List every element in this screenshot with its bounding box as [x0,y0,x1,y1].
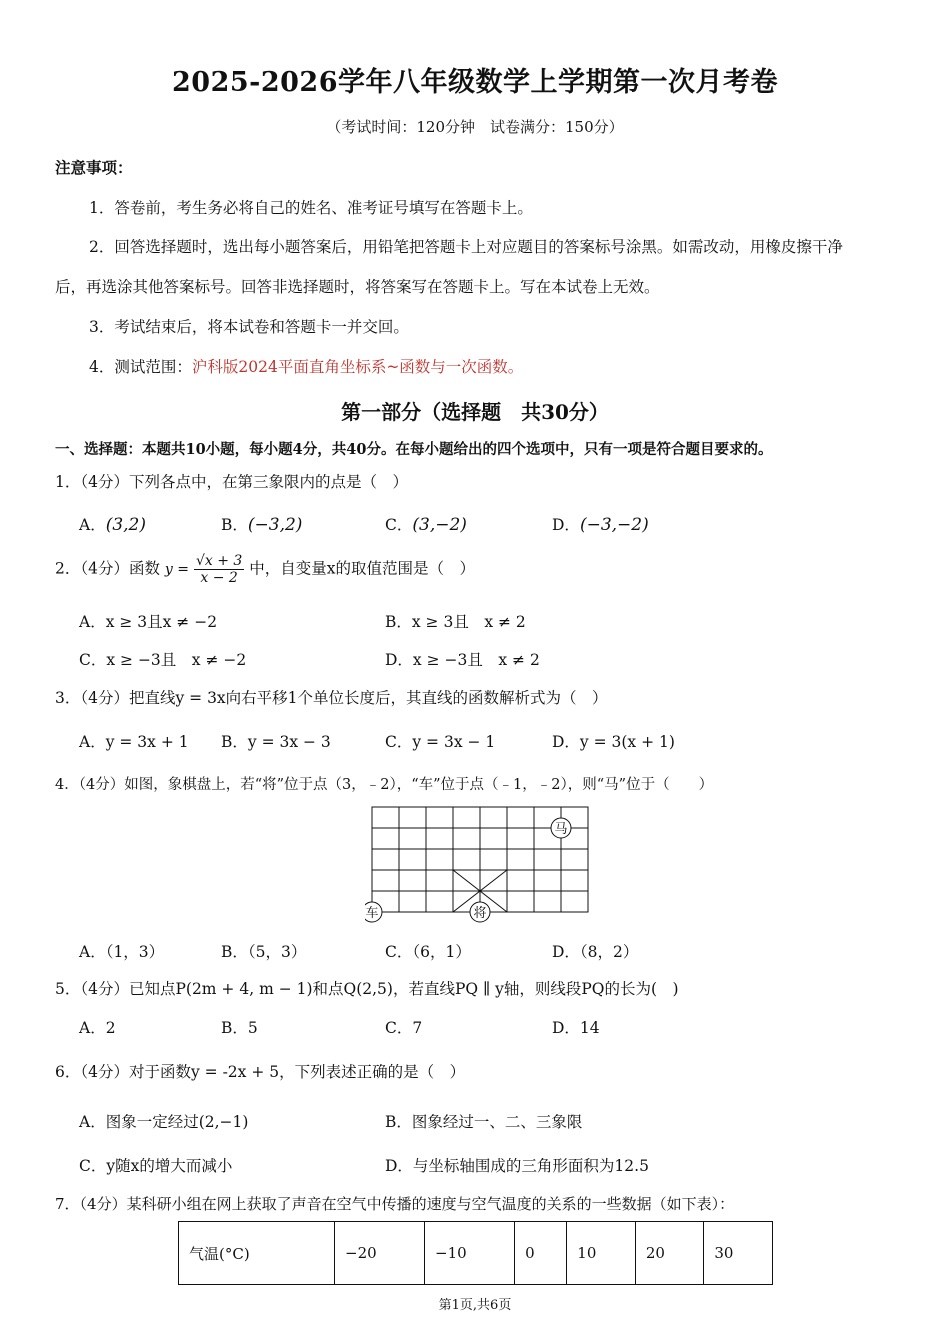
notice-item-4-prefix: 4．测试范围： [89,358,192,376]
notice-item-4 [89,355,523,377]
q2-option-d: D．x ≥ −3且 x ≠ 2 [385,651,540,669]
q5-option-a: A．2 [79,1019,116,1037]
q2-stem-suffix: 中，自变量x的取值范围是（ ） [249,559,475,578]
q6-stem: 6．（4分）对于函数y = -2x + 5，下列表述正确的是（ ） [55,1063,466,1081]
q7-stem: 7．（4分）某科研小组在网上获取了声音在空气中传播的速度与空气温度的关系的一些数据（如下表）： [55,1195,735,1213]
q3-option-c: C．y = 3x − 1 [385,733,496,751]
q3-option-a: A．y = 3x + 1 [79,733,189,751]
q4-stem: 4．（4分）如图，象棋盘上，若“将”位于点（3，﹣2），“车”位于点（﹣1，﹣2），则“马”位于（ ） [55,777,714,793]
q1-option-b-letter: B． [221,516,248,534]
q1-option-c-letter: C． [385,516,413,534]
q3-stem: 3．（4分）把直线y = 3x向右平移1个单位长度后，其直线的函数解析式为（ ） [55,689,608,707]
notice-item-3: 3．考试结束后，将本试卷和答题卡一并交回。 [89,318,409,336]
q2-fraction [194,553,244,586]
section-title: 第一部分（选择题 共30分） [341,400,609,424]
exam-subtitle: （考试时间：120分钟 试卷满分：150分） [326,118,624,136]
q5-option-b: B．5 [221,1019,258,1037]
q5-option-c: C．7 [385,1019,423,1037]
piece-ma-label: 马 [554,822,568,837]
q1-option-d-value: (−3,−2) [579,515,649,535]
table-cell: 0 [515,1222,567,1285]
piece-jiang-marker [470,902,490,922]
table-cell: 10 [567,1222,636,1285]
q5-stem: 5．（4分）已知点P(2m + 4, m − 1)和点Q(2,5)，若直线PQ ∥ y轴，则线段PQ的长为( ) [55,980,679,998]
q3-option-b: B．y = 3x − 3 [221,733,331,751]
q4-option-c: C．（6，1） [385,943,471,961]
q4-option-a: A．（1，3） [79,943,165,961]
page-number: 第1页,共6页 [438,1298,512,1313]
q6-option-c: C．y随x的增大而减小 [79,1157,233,1175]
q4-option-b: B．（5，3） [221,943,307,961]
table-cell: 30 [704,1222,773,1285]
q2-fraction-numerator: √x + 3 [195,553,243,569]
q1-option-a-letter: A． [79,516,106,534]
notice-item-2-line-2: 后，再选涂其他答案标号。回答非选择题时，将答案写在答题卡上。写在本试卷上无效。 [55,278,660,296]
q2-stem [55,553,475,586]
table-cell: 20 [635,1222,704,1285]
q1-stem: 1．（4分）下列各点中，在第三象限内的点是（ ） [55,473,408,491]
piece-che-marker [365,902,382,922]
q2-function-lhs: y = [164,561,190,578]
q1-option-a-value: (3,2) [105,515,147,535]
q1-option-b-value: (−3,2) [247,515,303,535]
q1-option-d-letter: D． [552,516,580,534]
q1-option-c [385,513,467,535]
notice-item-1: 1．答卷前，考生务必将自己的姓名、准考证号填写在答题卡上。 [89,199,533,217]
table-row [179,1222,773,1285]
chess-board-figure [365,800,595,930]
q2-option-a: A．x ≥ 3且x ≠ −2 [79,613,218,631]
notice-heading: 注意事项： [55,158,133,177]
table-cell: −20 [335,1222,425,1285]
q2-option-b: B．x ≥ 3且 x ≠ 2 [385,613,526,631]
exam-title: 2025-2026学年八年级数学上学期第一次月考卷 [172,67,778,98]
q6-option-a: A．图象一定经过(2,−1) [79,1113,249,1131]
table-cell: −10 [425,1222,515,1285]
q1-option-c-value: (3,−2) [412,515,467,535]
piece-che-label: 车 [365,906,379,921]
q4-option-d: D．（8，2） [552,943,639,961]
piece-jiang-label: 将 [473,906,487,921]
notice-item-2-line-1: 2．回答选择题时，选出每小题答案后，用铅笔把答题卡上对应题目的答案标号涂黑。如需改动，用橡皮擦干净 [89,238,843,256]
temperature-table [178,1221,773,1285]
q2-fraction-denominator: x − 2 [200,570,238,586]
q1-option-d [552,513,649,535]
q2-option-c: C．x ≥ −3且 x ≠ −2 [79,651,247,669]
q1-option-b [221,513,302,535]
q2-stem-prefix: 2．（4分）函数 [55,559,160,578]
table-header-cell: 气温(°C) [179,1222,335,1285]
q6-option-b: B．图象经过一、二、三象限 [385,1113,583,1131]
notice-item-4-scope: 沪科版2024平面直角坐标系~函数与一次函数。 [191,358,524,376]
q6-option-d: D．与坐标轴围成的三角形面积为12.5 [385,1157,649,1175]
section-instruction: 一、选择题：本题共10小题，每小题4分，共40分。在每小题给出的四个选项中，只有一项是符合题目要求的。 [55,441,773,458]
q3-option-d: D．y = 3(x + 1) [552,733,675,751]
q5-option-d: D．14 [552,1019,600,1037]
q1-option-a [79,513,146,535]
piece-ma-marker [551,818,571,838]
